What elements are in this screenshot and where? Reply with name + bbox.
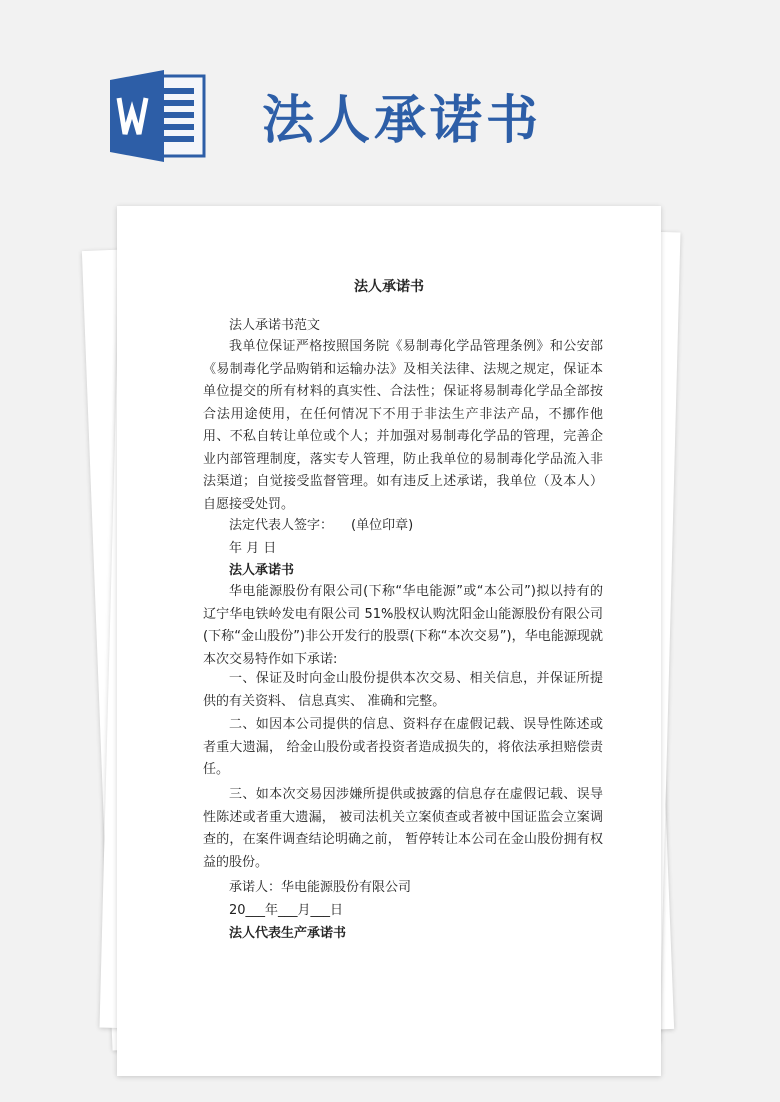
document-page [117,206,661,1076]
date-line: 年 月 日 [229,541,277,556]
signature-label: 法定代表人签字： [229,518,334,533]
document-subtitle: 法人承诺书范文 [229,318,321,333]
banner [0,0,780,200]
seal-label: (单位印章) [351,518,414,533]
document-title: 法人承诺书 [354,279,424,295]
paragraph-commitment: 我单位保证严格按照国务院《易制毒化学品管理条例》和公安部《易制毒化学品购销和运输办法》及相关法律、法规之规定，保证本单位提交的所有材料的真实性、合法性；保证将易制毒化学品全部按合法用途使用，在任何情况下不用于非法生产非法产品，不挪作他用、不私自转让单位或个人；并加强对易制毒化学品的管理，完善企业内部管理制度，落实专人管理，防止我单位的易制毒化学品流入非法渠道；自觉接受监督管理。如有违反上述承诺，我单位（及本人）自愿接受处罚。 [203,339,603,512]
word-document-icon [108,68,208,164]
date-line-2: 20___年___月___日 [229,903,344,918]
promise-item-3: 三、如本次交易因涉嫌所提供或披露的信息存在虚假记载、误导性陈述或者重大遗漏， 被司法机关立案侦查或者被中国证监会立案调查的，在案件调查结论明确之前， 暂停转让本公司在金山股份拥有权益的股份。 [203,787,603,870]
paragraph-intro: 华电能源股份有限公司(下称“华电能源”或“本公司”)拟以持有的辽宁华电铁岭发电有限公司 51%股权认购沈阳金山能源股份有限公司(下称“金山股份”)非公开发行的股票(下称“本次交易”)，华电能源现就本次交易特作如下承诺: [203,584,603,667]
section-heading-2: 法人承诺书 [229,563,295,578]
promisor-line: 承诺人：华电能源股份有限公司 [229,880,412,895]
promise-item-1: 一、保证及时向金山股份提供本次交易、相关信息，并保证所提供的有关资料、 信息真实、 准确和完整。 [203,671,603,709]
promise-item-2: 二、如因本公司提供的信息、资料存在虚假记载、误导性陈述或者重大遗漏， 给金山股份或者投资者造成损失的，将依法承担赔偿责任。 [203,717,603,777]
section-heading-3: 法人代表生产承诺书 [229,926,347,941]
banner-title: 法人承诺书 [262,90,543,151]
